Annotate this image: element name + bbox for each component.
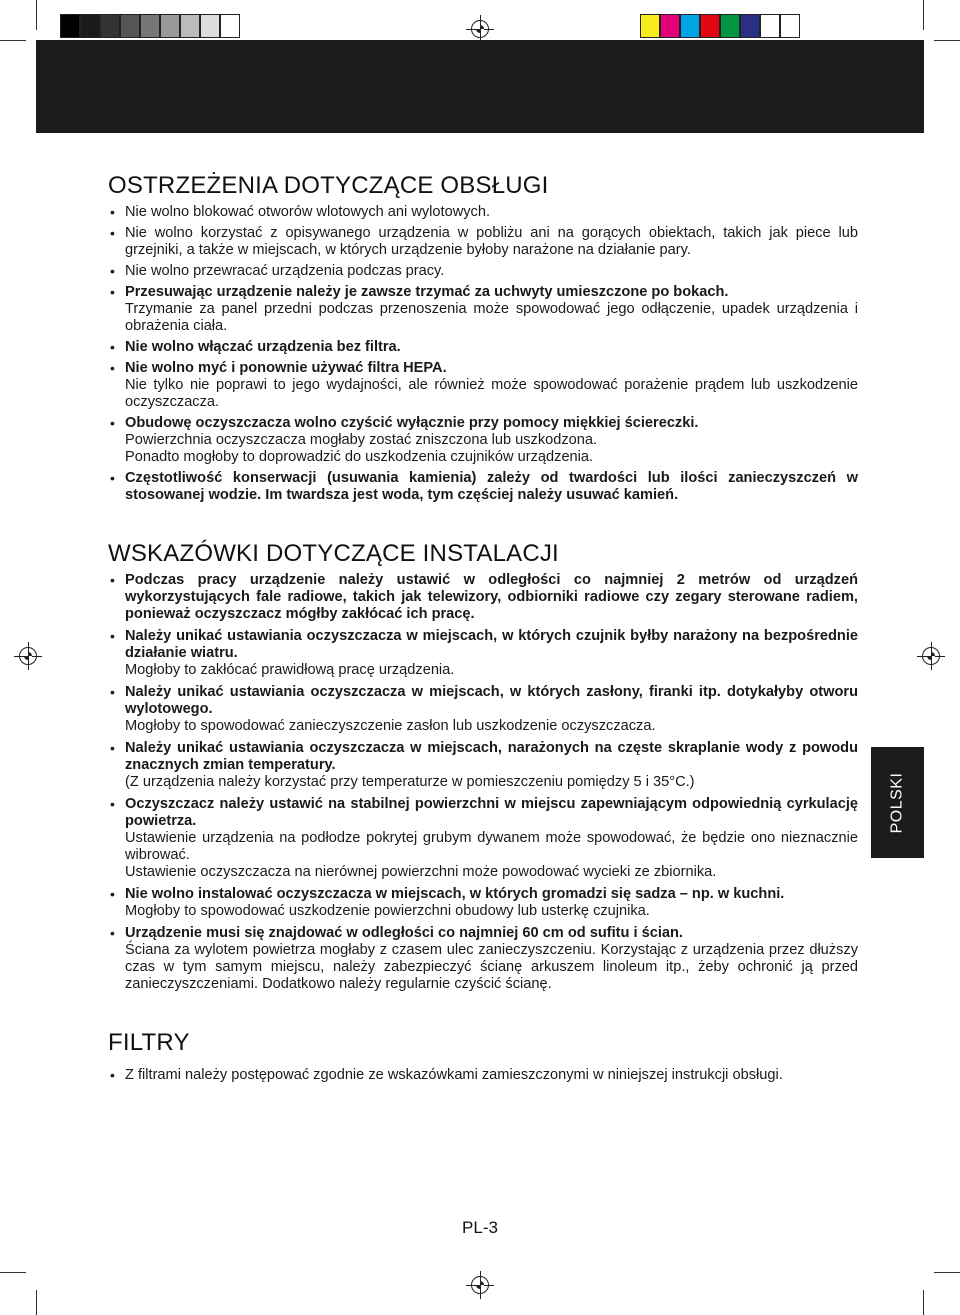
bullet-heading-text: • Nie wolno myć i ponownie używać filtra HEPA. bbox=[125, 360, 447, 376]
bullet-heading-text: • Nie wolno włączać urządzenia bez filtra. bbox=[125, 339, 401, 355]
list-item bbox=[108, 925, 858, 993]
registration-swatch bbox=[740, 14, 760, 38]
list-item bbox=[108, 1067, 858, 1084]
bullet-heading-text: • Podczas pracy urządzenie należy ustawić w odległości co najmniej 2 metrów od urządzeń wykorzystujących fale radiowe, takich jak telewizory, odbiorniki radiowe czy zegary sterowane radiem, ponieważ oczyszczacz mógłby zakłócać ich pracę. bbox=[125, 572, 858, 622]
list-item bbox=[108, 572, 858, 623]
registration-target-icon bbox=[922, 647, 940, 665]
bullet-heading-text: • Należy unikać ustawiania oczyszczacza w miejscach, w których czujnik byłby narażony na bezpośrednie działanie wiatru. bbox=[125, 628, 858, 661]
registration-swatch bbox=[140, 14, 160, 38]
registration-swatch bbox=[160, 14, 180, 38]
bullet-body-text: Nie tylko nie poprawi to jego wydajności, ale również może spowodować porażenie prądem lub uszkodzenie oczyszczacza. bbox=[125, 377, 858, 410]
crop-mark bbox=[0, 40, 26, 41]
bullet-heading-text: • Nie wolno instalować oczyszczacza w miejscach, w których gromadzi się sadza – np. w kuchni. bbox=[125, 886, 785, 902]
registration-swatch bbox=[700, 14, 720, 38]
bullet-heading-text: • Urządzenie musi się znajdować w odległości co najmniej 60 cm od sufitu i ścian. bbox=[125, 925, 683, 941]
list-item bbox=[108, 204, 858, 221]
registration-swatch bbox=[120, 14, 140, 38]
registration-swatch bbox=[220, 14, 240, 38]
bullet-body-text: Ponadto mogłoby to doprowadzić do uszkodzenia czujników urządzenia. bbox=[125, 449, 594, 465]
list-item bbox=[108, 415, 858, 466]
registration-swatch bbox=[100, 14, 120, 38]
bullet-list bbox=[108, 572, 858, 993]
list-item bbox=[108, 740, 858, 791]
list-item bbox=[108, 470, 858, 504]
language-tab-label: POLSKI bbox=[888, 772, 906, 833]
registration-target-icon bbox=[471, 1276, 489, 1294]
registration-swatch bbox=[80, 14, 100, 38]
bullet-heading-text: • Częstotliwość konserwacji (usuwania kamienia) zależy od twardości lub ilości zanieczyszczeń w stosowanej wodzie. Im twardsza jest woda, tym częściej należy usuwać kamień. bbox=[125, 470, 858, 503]
page-number: PL-3 bbox=[462, 1218, 498, 1237]
crop-mark bbox=[923, 0, 924, 30]
section-filters bbox=[108, 1029, 858, 1084]
crop-mark bbox=[36, 0, 37, 30]
bullet-body-text: Trzymanie za panel przedni podczas przenoszenia może spowodować jego odłączenie, upadek urządzenia i obrażenia ciała. bbox=[125, 301, 858, 334]
language-side-tab bbox=[871, 747, 924, 858]
grayscale-registration-bar bbox=[60, 14, 240, 38]
list-item bbox=[108, 284, 858, 335]
bullet-heading-text: • Należy unikać ustawiania oczyszczacza w miejscach, w których zasłony, firanki itp. dotykałyby otworu wylotowego. bbox=[125, 684, 858, 717]
registration-swatch bbox=[60, 14, 80, 38]
bullet-body-text: (Z urządzenia należy korzystać przy temperaturze w pomieszczeniu pomiędzy 5 i 35°C.) bbox=[125, 774, 695, 790]
section-title: FILTRY bbox=[108, 1029, 190, 1056]
bullet-body-text: • Z filtrami należy postępować zgodnie ze wskazówkami zamieszczonymi w niniejszej instrukcji obsługi. bbox=[125, 1067, 783, 1083]
bullet-body-text: Ściana za wylotem powietrza mogłaby z czasem ulec zanieczyszczeniu. Korzystając z urządzenia przez dłuższy czas w tym samym miejscu, należy zabezpieczyć ścianę arkuszem linoleum itp., żeby ochronić ją przed zanieczyszczeniami. Dodatkowo należy regularnie czyścić ścianę. bbox=[125, 942, 858, 992]
list-item bbox=[108, 684, 858, 735]
bullet-list bbox=[108, 204, 858, 504]
color-registration-bar bbox=[640, 14, 800, 38]
bullet-list bbox=[108, 1067, 858, 1084]
registration-swatch bbox=[780, 14, 800, 38]
registration-target-icon bbox=[19, 647, 37, 665]
section-operation-warnings bbox=[108, 172, 858, 504]
list-item bbox=[108, 225, 858, 259]
bullet-body-text: Ustawienie urządzenia na podłodze pokrytej grubym dywanem może spowodować, że będzie ono nieznacznie wibrować. bbox=[125, 830, 858, 863]
crop-mark bbox=[36, 1290, 37, 1315]
section-installation-tips bbox=[108, 540, 858, 993]
registration-swatch bbox=[180, 14, 200, 38]
bullet-heading-text: • Należy unikać ustawiania oczyszczacza w miejscach, narażonych na częste skraplanie wody z powodu znacznych zmian temperatury. bbox=[125, 740, 858, 773]
bullet-body-text: Mogłoby to spowodować zanieczyszczenie zasłon lub uszkodzenie oczyszczacza. bbox=[125, 718, 656, 734]
registration-swatch bbox=[760, 14, 780, 38]
registration-swatch bbox=[720, 14, 740, 38]
list-item bbox=[108, 796, 858, 881]
bullet-heading-text: • Obudowę oczyszczacza wolno czyścić wyłącznie przy pomocy miękkiej ściereczki. bbox=[125, 415, 699, 431]
list-item bbox=[108, 360, 858, 411]
page-content bbox=[108, 172, 858, 1088]
list-item bbox=[108, 339, 858, 356]
bullet-body-text: • Nie wolno korzystać z opisywanego urządzenia w pobliżu ani na gorących obiektach, takich jak piece lub grzejniki, a także w miejscach, w których urządzenie byłoby narażone na działanie pary. bbox=[125, 225, 858, 258]
bullet-body-text: Ustawienie oczyszczacza na nierównej powierzchni może powodować wycieki ze zbiornika. bbox=[125, 864, 717, 880]
section-title: WSKAZÓWKI DOTYCZĄCE INSTALACJI bbox=[108, 540, 559, 567]
bullet-body-text: • Nie wolno blokować otworów wlotowych ani wylotowych. bbox=[125, 204, 491, 220]
crop-mark bbox=[934, 40, 960, 41]
section-title: OSTRZEŻENIA DOTYCZĄCE OBSŁUGI bbox=[108, 172, 549, 199]
header-band bbox=[36, 40, 924, 133]
bullet-body-text: • Nie wolno przewracać urządzenia podczas pracy. bbox=[125, 263, 445, 279]
registration-swatch bbox=[640, 14, 660, 38]
registration-target-icon bbox=[471, 20, 489, 38]
bullet-body-text: Mogłoby to spowodować uszkodzenie powierzchni obudowy lub usterkę czujnika. bbox=[125, 903, 650, 919]
registration-swatch bbox=[680, 14, 700, 38]
list-item bbox=[108, 886, 858, 920]
crop-mark bbox=[934, 1272, 960, 1273]
bullet-heading-text: • Przesuwając urządzenie należy je zawsze trzymać za uchwyty umieszczone po bokach. bbox=[125, 284, 729, 300]
crop-mark bbox=[923, 1290, 924, 1315]
list-item bbox=[108, 263, 858, 280]
bullet-heading-text: • Oczyszczacz należy ustawić na stabilnej powierzchni w miejscu zapewniającym odpowiednią cyrkulację powietrza. bbox=[125, 796, 858, 829]
bullet-body-text: Powierzchnia oczyszczacza mogłaby zostać zniszczona lub uszkodzona. bbox=[125, 432, 598, 448]
list-item bbox=[108, 628, 858, 679]
registration-swatch bbox=[660, 14, 680, 38]
registration-swatch bbox=[200, 14, 220, 38]
bullet-body-text: Mogłoby to zakłócać prawidłową pracę urządzenia. bbox=[125, 662, 455, 678]
crop-mark bbox=[0, 1272, 26, 1273]
